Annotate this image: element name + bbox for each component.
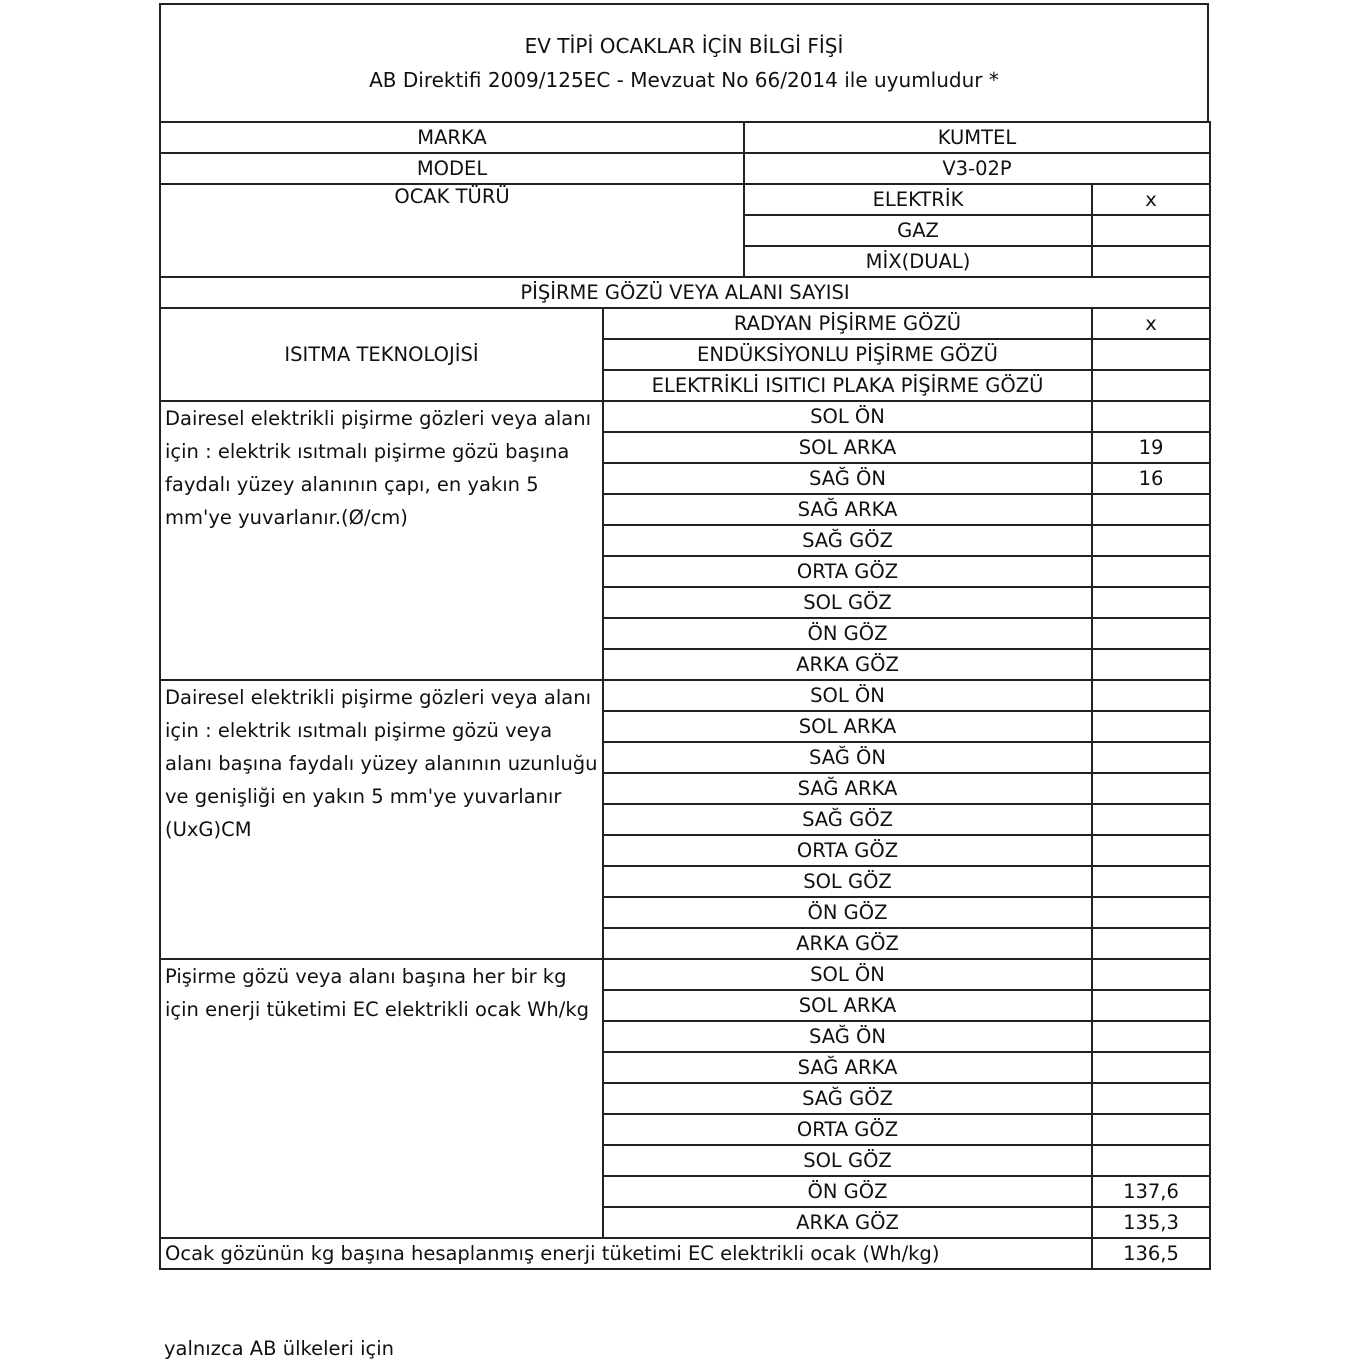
zone-count-label: PİŞİRME GÖZÜ VEYA ALANI SAYISI xyxy=(160,277,1210,308)
diameter-value: 19 xyxy=(1092,432,1210,463)
heating-tech-mark xyxy=(1092,339,1210,370)
heating-tech-row xyxy=(160,308,1210,339)
dimensions-value xyxy=(1092,773,1210,804)
brand-value: KUMTEL xyxy=(744,122,1210,153)
energy-zone: ORTA GÖZ xyxy=(603,1114,1092,1145)
energy-zone: SAĞ ARKA xyxy=(603,1052,1092,1083)
diameter-zone: ARKA GÖZ xyxy=(603,649,1092,680)
dimensions-zone: ORTA GÖZ xyxy=(603,835,1092,866)
energy-zone: ÖN GÖZ xyxy=(603,1176,1092,1207)
dimensions-value xyxy=(1092,897,1210,928)
dimensions-value xyxy=(1092,835,1210,866)
energy-zone: SOL ÖN xyxy=(603,959,1092,990)
diameter-row xyxy=(160,401,1210,432)
diameter-value xyxy=(1092,587,1210,618)
dimensions-value xyxy=(1092,866,1210,897)
energy-zone: SAĞ ÖN xyxy=(603,1021,1092,1052)
energy-value: 135,3 xyxy=(1092,1207,1210,1238)
energy-value xyxy=(1092,1083,1210,1114)
hob-type-option: GAZ xyxy=(744,215,1092,246)
dimensions-zone: ÖN GÖZ xyxy=(603,897,1092,928)
hob-type-mark xyxy=(1092,215,1210,246)
diameter-zone: SAĞ GÖZ xyxy=(603,525,1092,556)
diameter-zone: SOL ARKA xyxy=(603,432,1092,463)
diameter-label: Dairesel elektrikli pişirme gözleri veya alanı için : elektrik ısıtmalı pişirme gözü başına faydalı yüzey alanının çapı, en yakın 5 mm'ye yuvarlanır.(Ø/cm) xyxy=(160,401,603,680)
diameter-zone: ORTA GÖZ xyxy=(603,556,1092,587)
total-row xyxy=(160,1238,1210,1269)
heating-tech-option: ENDÜKSİYONLU PİŞİRME GÖZÜ xyxy=(603,339,1092,370)
brand-label: MARKA xyxy=(160,122,744,153)
diameter-value xyxy=(1092,618,1210,649)
diameter-zone: ÖN GÖZ xyxy=(603,618,1092,649)
sheet-header xyxy=(159,3,1209,121)
dimensions-zone: SOL ARKA xyxy=(603,711,1092,742)
energy-label: Pişirme gözü veya alanı başına her bir kg için enerji tüketimi EC elektrikli ocak Wh/kg xyxy=(160,959,603,1238)
dimensions-zone: SAĞ GÖZ xyxy=(603,804,1092,835)
heating-tech-label: ISITMA TEKNOLOJİSİ xyxy=(160,308,603,401)
hob-type-mark: x xyxy=(1092,184,1210,215)
heating-tech-option: RADYAN PİŞİRME GÖZÜ xyxy=(603,308,1092,339)
dimensions-label: Dairesel elektrikli pişirme gözleri veya alanı için : elektrik ısıtmalı pişirme gözü veya alanı başına faydalı yüzey alanının uzunluğu ve genişliği en yakın 5 mm'ye yuvarlanır (UxG)CM xyxy=(160,680,603,959)
diameter-zone: SAĞ ÖN xyxy=(603,463,1092,494)
heating-tech-mark: x xyxy=(1092,308,1210,339)
diameter-value: 16 xyxy=(1092,463,1210,494)
dimensions-zone: SOL GÖZ xyxy=(603,866,1092,897)
dimensions-value xyxy=(1092,928,1210,959)
energy-value xyxy=(1092,1114,1210,1145)
footnote: yalnızca AB ülkeleri için xyxy=(164,1337,395,1360)
energy-value: 137,6 xyxy=(1092,1176,1210,1207)
model-label: MODEL xyxy=(160,153,744,184)
hob-type-label: OCAK TÜRÜ xyxy=(160,184,744,277)
heating-tech-mark xyxy=(1092,370,1210,401)
total-value: 136,5 xyxy=(1092,1238,1210,1269)
model-row xyxy=(160,153,1210,184)
hob-type-option: MİX(DUAL) xyxy=(744,246,1092,277)
info-table xyxy=(159,121,1211,1270)
dimensions-zone: SAĞ ARKA xyxy=(603,773,1092,804)
energy-zone: ARKA GÖZ xyxy=(603,1207,1092,1238)
dimensions-value xyxy=(1092,680,1210,711)
diameter-value xyxy=(1092,494,1210,525)
zone-count-row xyxy=(160,277,1210,308)
energy-value xyxy=(1092,1052,1210,1083)
hob-type-row xyxy=(160,184,1210,215)
dimensions-value xyxy=(1092,804,1210,835)
energy-value xyxy=(1092,1145,1210,1176)
diameter-zone: SOL ÖN xyxy=(603,401,1092,432)
dimensions-row xyxy=(160,680,1210,711)
brand-row xyxy=(160,122,1210,153)
dimensions-zone: ARKA GÖZ xyxy=(603,928,1092,959)
model-value: V3-02P xyxy=(744,153,1210,184)
energy-zone: SOL GÖZ xyxy=(603,1145,1092,1176)
diameter-value xyxy=(1092,556,1210,587)
energy-zone: SAĞ GÖZ xyxy=(603,1083,1092,1114)
dimensions-value xyxy=(1092,742,1210,773)
total-label: Ocak gözünün kg başına hesaplanmış enerji tüketimi EC elektrikli ocak (Wh/kg) xyxy=(160,1238,1092,1269)
energy-value xyxy=(1092,1021,1210,1052)
diameter-value xyxy=(1092,401,1210,432)
heating-tech-option: ELEKTRİKLİ ISITICI PLAKA PİŞİRME GÖZÜ xyxy=(603,370,1092,401)
info-sheet xyxy=(159,3,1209,1270)
energy-value xyxy=(1092,959,1210,990)
diameter-value xyxy=(1092,525,1210,556)
diameter-zone: SOL GÖZ xyxy=(603,587,1092,618)
sheet-subtitle: AB Direktifi 2009/125EC - Mevzuat No 66/2014 ile uyumludur * xyxy=(369,68,999,92)
energy-row xyxy=(160,959,1210,990)
diameter-value xyxy=(1092,649,1210,680)
dimensions-value xyxy=(1092,711,1210,742)
hob-type-mark xyxy=(1092,246,1210,277)
hob-type-option: ELEKTRİK xyxy=(744,184,1092,215)
dimensions-zone: SAĞ ÖN xyxy=(603,742,1092,773)
energy-zone: SOL ARKA xyxy=(603,990,1092,1021)
dimensions-zone: SOL ÖN xyxy=(603,680,1092,711)
diameter-zone: SAĞ ARKA xyxy=(603,494,1092,525)
sheet-title: EV TİPİ OCAKLAR İÇİN BİLGİ FİŞİ xyxy=(524,34,844,58)
energy-value xyxy=(1092,990,1210,1021)
